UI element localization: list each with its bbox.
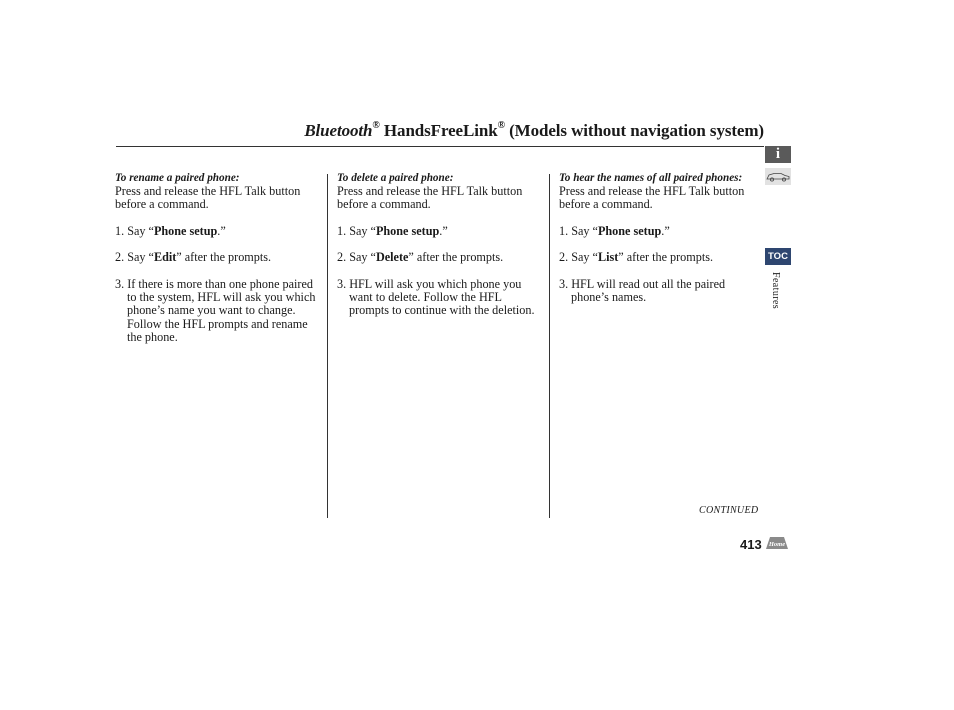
toc-label: TOC bbox=[768, 251, 788, 262]
step-item bbox=[559, 225, 749, 238]
step-item bbox=[559, 251, 749, 264]
title-registered-mark-2: ® bbox=[497, 120, 505, 132]
title-suffix: (Models without navigation system) bbox=[504, 121, 764, 140]
home-label: Home bbox=[768, 541, 786, 548]
title-bluetooth: Bluetooth bbox=[304, 121, 373, 140]
continued-label: CONTINUED bbox=[699, 505, 759, 516]
info-tab[interactable] bbox=[765, 146, 791, 163]
step-text-end: .” bbox=[439, 223, 448, 238]
step-command: Edit bbox=[153, 250, 177, 265]
section-heading: To delete a paired phone: bbox=[337, 172, 454, 184]
section-delete-phone bbox=[337, 172, 542, 318]
page-title bbox=[116, 121, 764, 141]
section-rename-phone bbox=[115, 172, 320, 345]
step-text: 1. Say “ bbox=[559, 223, 598, 238]
car-icon bbox=[765, 168, 791, 185]
step-text: 2. Say “ bbox=[337, 250, 376, 265]
step-text-end: ” after the prompts. bbox=[408, 250, 504, 265]
step-item bbox=[115, 278, 320, 345]
step-text-end: ” after the prompts. bbox=[176, 250, 272, 265]
step-text: 3. HFL will ask you which phone you want to delete. Follow the HFL prompts to continue with the deletion. bbox=[337, 276, 535, 318]
home-icon[interactable] bbox=[764, 535, 790, 550]
step-text: 2. Say “ bbox=[115, 250, 154, 265]
step-item bbox=[559, 278, 749, 305]
step-text-end: .” bbox=[217, 223, 226, 238]
section-intro: Press and release the HFL Talk button before a command. bbox=[337, 184, 523, 212]
step-command: List bbox=[597, 250, 619, 265]
title-divider bbox=[116, 146, 764, 147]
car-tab[interactable] bbox=[765, 168, 791, 185]
step-command: Delete bbox=[375, 250, 409, 265]
step-text: 3. If there is more than one phone paired to the system, HFL will ask you which phone’s name you want to change. Follow the HFL prompts and rename the phone. bbox=[115, 276, 316, 345]
step-text: 1. Say “ bbox=[337, 223, 376, 238]
section-heading: To hear the names of all paired phones: bbox=[559, 172, 743, 184]
section-intro: Press and release the HFL Talk button before a command. bbox=[115, 184, 301, 212]
section-intro: Press and release the HFL Talk button before a command. bbox=[559, 184, 745, 212]
step-text: 2. Say “ bbox=[559, 250, 598, 265]
page-number: 413 bbox=[740, 537, 762, 552]
step-item bbox=[337, 278, 542, 318]
step-text: 1. Say “ bbox=[115, 223, 154, 238]
column-divider bbox=[549, 174, 550, 518]
title-registered-mark-1: ® bbox=[372, 120, 380, 132]
info-icon: i bbox=[775, 146, 781, 162]
step-command: Phone setup bbox=[375, 223, 440, 238]
step-text-end: .” bbox=[661, 223, 670, 238]
step-text-end: ” after the prompts. bbox=[618, 250, 714, 265]
step-text: 3. HFL will read out all the paired phone’s names. bbox=[559, 276, 726, 305]
section-hear-names bbox=[559, 172, 749, 304]
step-command: Phone setup bbox=[153, 223, 218, 238]
step-command: Phone setup bbox=[597, 223, 662, 238]
step-item bbox=[337, 225, 542, 238]
column-divider bbox=[327, 174, 328, 518]
section-heading: To rename a paired phone: bbox=[115, 172, 240, 184]
title-product: HandsFreeLink bbox=[379, 121, 498, 140]
toc-button[interactable] bbox=[765, 248, 791, 265]
step-item bbox=[115, 251, 320, 264]
section-side-label: Features bbox=[770, 272, 781, 310]
step-item bbox=[337, 251, 542, 264]
step-item bbox=[115, 225, 320, 238]
